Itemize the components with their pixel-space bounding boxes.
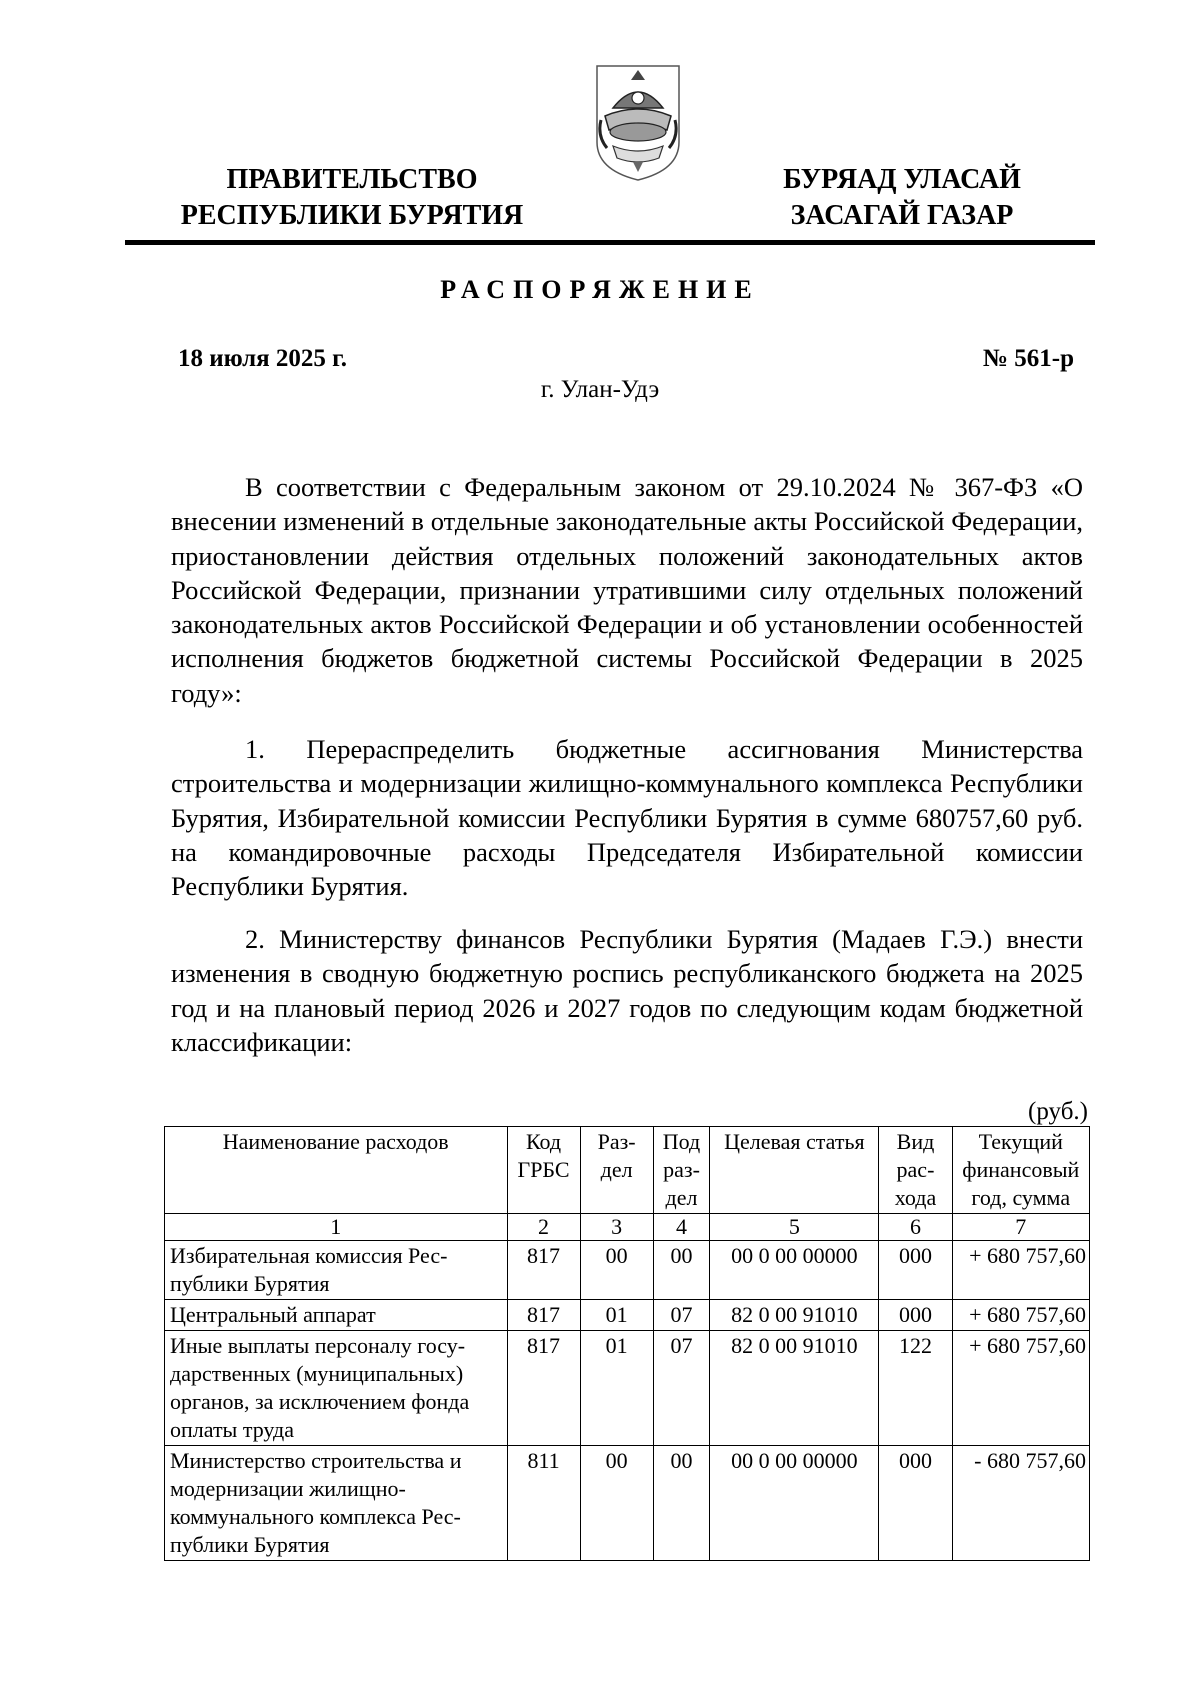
- cell-expense-name: Центральный аппарат: [165, 1300, 508, 1331]
- cell-amount: + 680 757,60: [952, 1331, 1089, 1446]
- cell-amount: + 680 757,60: [952, 1241, 1089, 1300]
- header-right: [752, 162, 1052, 234]
- cell-section: 01: [580, 1331, 653, 1446]
- column-number: 3: [580, 1214, 653, 1241]
- budget-table: [164, 1126, 1090, 1561]
- header-cell: Под раз- дел: [653, 1127, 710, 1214]
- table-unit: (руб.): [1028, 1098, 1088, 1125]
- cell-section: 00: [580, 1446, 653, 1561]
- header-left-line2: РЕСПУБЛИКИ БУРЯТИЯ: [180, 200, 524, 231]
- cell-expense-name: Избирательная комиссия Рес- публики Бурятия: [165, 1241, 508, 1300]
- header-cell: Код ГРБС: [507, 1127, 580, 1214]
- paragraph-item-2: 2. Министерству финансов Республики Бурятия (Мадаев Г.Э.) внести изменения в сводную бюджетную роспись республиканского бюджета на 2025 год и на плановый период 2026 и 2027 годов по следующим кодам бюджетной классификации:: [171, 924, 1083, 1057]
- cell-subsection: 07: [653, 1331, 710, 1446]
- cell-grbs-code: 817: [507, 1241, 580, 1300]
- cell-expense-name: Министерство строительства и модернизации жилищно- коммунального комплекса Рес- публики Бурятия: [165, 1446, 508, 1561]
- table-row: [165, 1331, 1090, 1446]
- header-left: [172, 162, 532, 234]
- header-right-line2: ЗАСАГАЙ ГАЗАР: [790, 200, 1014, 231]
- cell-target-article: 00 0 00 00000: [710, 1241, 879, 1300]
- cell-expense-type: 000: [879, 1241, 952, 1300]
- cell-grbs-code: 817: [507, 1300, 580, 1331]
- header-right-line1: БУРЯАД УЛАСАЙ: [783, 164, 1021, 195]
- column-number: 5: [710, 1214, 879, 1241]
- cell-target-article: 00 0 00 00000: [710, 1446, 879, 1561]
- column-number: 2: [507, 1214, 580, 1241]
- cell-grbs-code: 811: [507, 1446, 580, 1561]
- header-left-line1: ПРАВИТЕЛЬСТВО: [226, 164, 478, 195]
- cell-amount: - 680 757,60: [952, 1446, 1089, 1561]
- header-cell: Текущий финансовый год, сумма: [952, 1127, 1089, 1214]
- header-cell: Вид рас- хода: [879, 1127, 952, 1214]
- paragraph-item-1: 1. Перераспределить бюджетные ассигнования Министерства строительства и модернизации жилищно-коммунального комплекса Республики Бурятия, Избирательной комиссии Республики Бурятия в сумме 680757,60 руб. на командировочные расходы Председателя Избирательной комиссии Республики Бурятия.: [171, 734, 1083, 902]
- cell-target-article: 82 0 00 91010: [710, 1331, 879, 1446]
- table-row: [165, 1241, 1090, 1300]
- column-number: 7: [952, 1214, 1089, 1241]
- paragraph-preamble: В соответствии с Федеральным законом от 29.10.2024 № 367-ФЗ «О внесении изменений в отдельные законодательные акты Российской Федерации, приостановлении действия отдельных положений законодательных актов Российской Федерации, признании утратившими силу отдельных положений законодательных актов Российской Федерации и об установлении особенностей исполнения бюджетов бюджетной системы Российской Федерации в 2025 году»:: [171, 472, 1083, 708]
- cell-grbs-code: 817: [507, 1331, 580, 1446]
- column-number: 1: [165, 1214, 508, 1241]
- cell-expense-type: 122: [879, 1331, 952, 1446]
- cell-expense-type: 000: [879, 1300, 952, 1331]
- cell-subsection: 07: [653, 1300, 710, 1331]
- coat-of-arms-icon: [593, 58, 683, 182]
- cell-subsection: 00: [653, 1446, 710, 1561]
- document-city: г. Улан-Удэ: [540, 376, 660, 403]
- header-cell: Раз- дел: [580, 1127, 653, 1214]
- document-date: 18 июля 2025 г.: [178, 345, 347, 372]
- header-divider: [125, 240, 1095, 245]
- column-number: 4: [653, 1214, 710, 1241]
- table-row: [165, 1300, 1090, 1331]
- document-type: РАСПОРЯЖЕНИЕ: [440, 275, 760, 304]
- header-cell: Наименование расходов: [165, 1127, 508, 1214]
- table-header-row: [165, 1127, 1090, 1214]
- cell-expense-name: Иные выплаты персоналу госу- дарственных (муниципальных) органов, за исключением фонда оплаты труда: [165, 1331, 508, 1446]
- cell-expense-type: 000: [879, 1446, 952, 1561]
- header-cell: Целевая статья: [710, 1127, 879, 1214]
- table-column-numbers-row: [165, 1214, 1090, 1241]
- cell-target-article: 82 0 00 91010: [710, 1300, 879, 1331]
- cell-subsection: 00: [653, 1241, 710, 1300]
- cell-section: 00: [580, 1241, 653, 1300]
- cell-section: 01: [580, 1300, 653, 1331]
- document-number: № 561-р: [982, 345, 1074, 372]
- table-row: [165, 1446, 1090, 1561]
- column-number: 6: [879, 1214, 952, 1241]
- cell-amount: + 680 757,60: [952, 1300, 1089, 1331]
